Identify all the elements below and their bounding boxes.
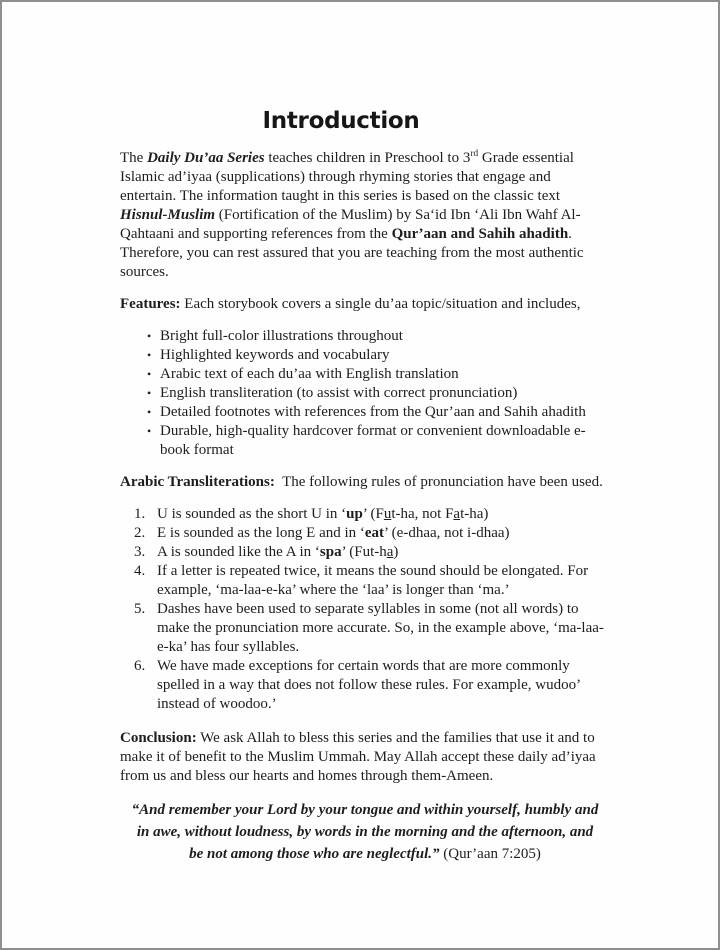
bullet-text: Arabic text of each du’aa with English translation [160, 366, 459, 382]
list-number: 6. [134, 658, 146, 674]
rule-text: E is sounded as the long E and in ‘eat’ (e-dhaa, not i-dhaa) [157, 525, 510, 541]
list-item [120, 524, 610, 543]
bullet-text: Highlighted keywords and vocabulary [160, 347, 390, 363]
list-item [120, 505, 610, 524]
list-number: 2. [134, 525, 146, 541]
bullet-icon: • [147, 348, 152, 362]
features-list [120, 327, 610, 460]
rule-text: If a letter is repeated twice, it means the sound should be elongated. For example, ‘ma-laa-e-ka’ where the ‘laa’ is longer than ‘ma.’ [157, 563, 589, 598]
list-item [120, 657, 610, 714]
rule-text: U is sounded as the short U in ‘up’ (Fut-ha, not Fat-ha) [157, 506, 489, 522]
bullet-text: Durable, high-quality hardcover format or convenient downloadable e-book format [160, 423, 586, 458]
rule-text: We have made exceptions for certain words that are more commonly spelled in a way that does not follow these rules. For example, wudoo’ instead of woodoo.’ [157, 658, 580, 712]
list-item [120, 562, 610, 600]
intro-paragraph: The Daily Du’aa Series teaches children in Preschool to 3rd Grade essential Islamic ad’iyaa (supplications) through rhyming stories that engage and entertain. The information taught in this series is based on the classic text Hisnul-Muslim (Fortification of the Muslim) by Sa‘id Ibn ‘Ali Ibn Wahf Al-Qahtaani and supporting references from the Qur’aan and Sahih ahadith. Therefore, you can rest assured that you are teaching from the most authentic sources. [120, 149, 584, 280]
list-number: 4. [134, 563, 146, 579]
list-number: 5. [134, 601, 146, 617]
page-title: Introduction [262, 108, 420, 134]
list-item [147, 422, 610, 460]
features-heading: Features: Each storybook covers a single du’aa topic/situation and includes, [120, 296, 581, 312]
rule-text: Dashes have been used to separate syllables in some (not all words) to make the pronunciation more accurate. So, in the example above, ‘ma-laa-e-ka’ has four syllables. [157, 601, 604, 655]
list-item [147, 384, 610, 403]
pronunciation-rules-list [120, 505, 610, 714]
list-number: 1. [134, 506, 146, 522]
bullet-icon: • [147, 367, 152, 381]
list-item [147, 346, 610, 365]
bullet-text: Detailed footnotes with references from the Qur’aan and Sahih ahadith [160, 404, 586, 420]
conclusion-paragraph: Conclusion: We ask Allah to bless this series and the families that use it and to make it of benefit to the Muslim Ummah. May Allah accept these daily ad’iyaa from us and bless our hearts and homes through them-Ameen. [120, 730, 596, 784]
bullet-text: Bright full-color illustrations throughout [160, 328, 403, 344]
transliterations-heading: Arabic Transliterations: The following rules of pronunciation have been used. [120, 474, 603, 490]
list-item [147, 327, 610, 346]
page-content [2, 2, 718, 865]
list-item [147, 403, 610, 422]
list-item [120, 543, 610, 562]
bullet-icon: • [147, 424, 152, 438]
rule-text: A is sounded like the A in ‘spa’ (Fut-ha) [157, 544, 399, 560]
quran-quote: “And remember your Lord by your tongue and within yourself, humbly and in awe, without loudness, by words in the morning and the afternoon, and be not among those who are neglectful.” (Qur’aan 7:205) [131, 802, 599, 862]
list-item [120, 600, 610, 657]
bullet-text: English transliteration (to assist with correct pronunciation) [160, 385, 518, 401]
bullet-icon: • [147, 386, 152, 400]
bullet-icon: • [147, 329, 152, 343]
bullet-icon: • [147, 405, 152, 419]
list-item [147, 365, 610, 384]
list-number: 3. [134, 544, 146, 560]
